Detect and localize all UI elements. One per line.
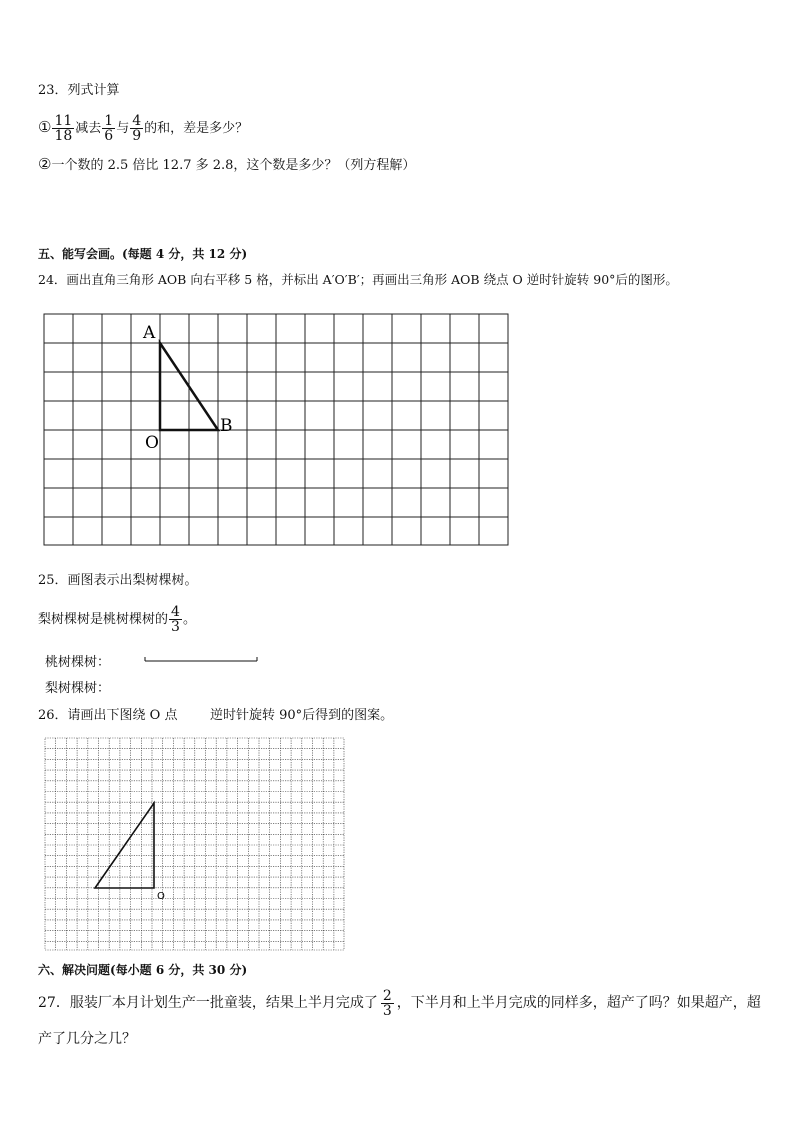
q23-fraction-1-den: 18 (54, 128, 73, 144)
q23-title: 23．列式计算 (38, 83, 120, 98)
q23-fraction-3-num: 4 (132, 113, 142, 129)
q25-row-peach-label: 桃树棵树： (45, 655, 111, 670)
q26-text-b: 逆时针旋转 90°后得到的图案。 (210, 708, 394, 723)
q26-triangle (95, 803, 154, 888)
q25-fraction-den: 3 (171, 619, 180, 635)
q25-row-pear-label: 梨树棵树： (45, 681, 111, 696)
q23-fraction-2-num: 1 (104, 113, 114, 129)
q23-fraction-2-den: 6 (104, 128, 114, 144)
q23-part1-mark: ① (38, 118, 52, 136)
q27-text-a: 27．服装厂本月计划生产一批童装，结果上半月完成了 (38, 995, 378, 1011)
q27-line1 (38, 986, 761, 1020)
q25-title: 25．画图表示出梨树棵树。 (38, 573, 198, 588)
q25-fraction (169, 605, 182, 634)
q27-fraction-num: 2 (382, 987, 392, 1004)
q27-text-b: ，下半月和上半月完成的同样多，超产了吗？如果超产，超 (396, 995, 761, 1011)
q23-fraction-3-den: 9 (132, 128, 142, 144)
section5-title: 五、能写会画。(每题 4 分，共 12 分) (38, 247, 248, 261)
q27-line2: 产了几分之几？ (38, 1031, 136, 1047)
q25-segment (145, 657, 257, 661)
q23-part1-text1: 减去 (75, 121, 102, 136)
q27-fraction-den: 3 (382, 1002, 392, 1019)
q23-fraction-1-num: 11 (54, 113, 73, 129)
q24-label-b: B (220, 416, 233, 436)
q24-label-o: O (145, 433, 159, 453)
q26-label-o: O (157, 891, 165, 902)
q25-desc-post: 。 (182, 612, 196, 627)
q25-desc (38, 603, 196, 637)
section6-title: 六、解决问题(每小题 6 分，共 30 分) (38, 963, 248, 977)
q25-desc-pre: 梨树棵树是桃树棵树的 (38, 612, 169, 627)
q23-part1-text3: 的和，差是多少？ (144, 121, 249, 136)
q26-grid (45, 738, 344, 950)
q23-part2-text: 一个数的 2.5 倍比 12.7 多 2.8，这个数是多少？（列方程解） (51, 158, 416, 173)
q26-text-a: 26．请画出下图绕 O 点 (38, 708, 178, 723)
q25-fraction-num: 4 (171, 604, 180, 620)
q23-part1-text2: 与 (116, 121, 130, 136)
q24-text: 24．画出直角三角形 AOB 向右平移 5 格，并标出 A′O′B′；再画出三角形 AOB 绕点 O 逆时针旋转 90°后的图形。 (38, 272, 678, 287)
q24-grid (44, 314, 508, 545)
q23-part2-mark: ② (38, 155, 52, 173)
q27-fraction (381, 989, 394, 1018)
q24-label-a: A (143, 323, 156, 343)
